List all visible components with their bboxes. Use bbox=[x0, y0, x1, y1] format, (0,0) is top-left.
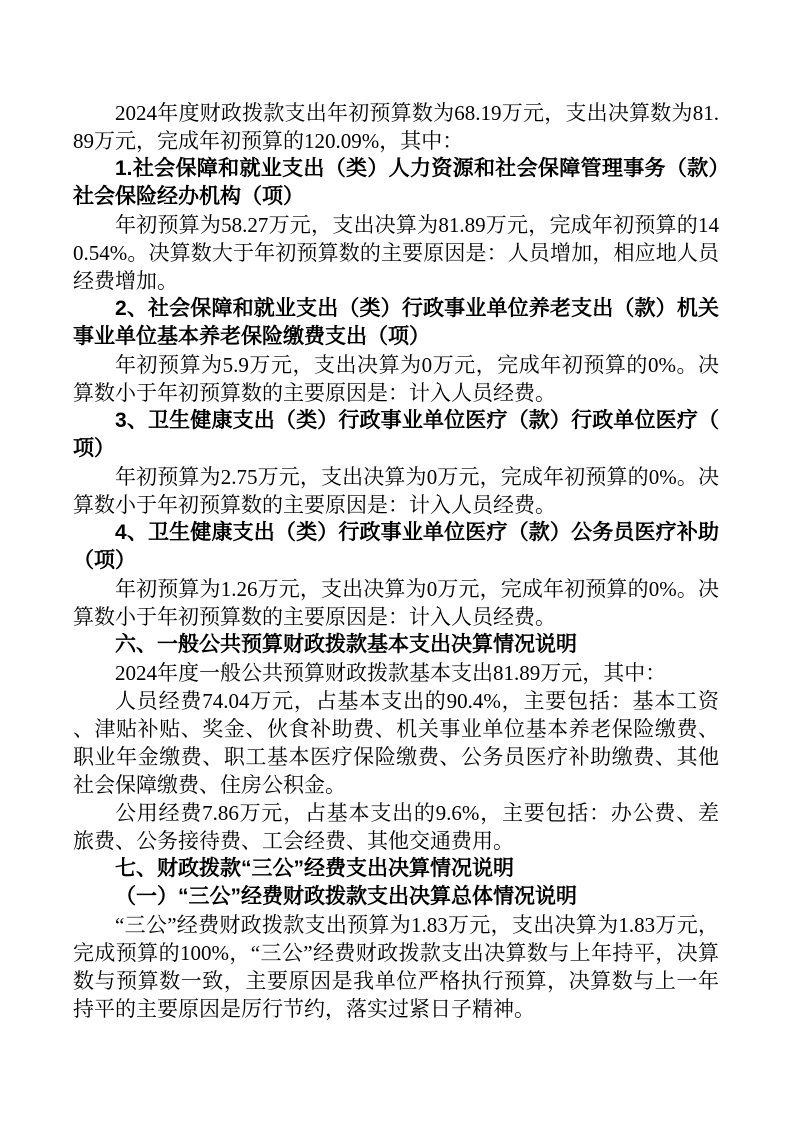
body-paragraph: 年初预算为1.26万元，支出决算为0万元，完成年初预算的0%。决算数小于年初预算数的主要原因是：计入人员经费。 bbox=[73, 577, 719, 629]
heading-paragraph: 六、一般公共预算财政拨款基本支出决算情况说明 bbox=[115, 633, 577, 656]
heading-paragraph: 七、财政拨款“三公”经费支出决算情况说明 bbox=[115, 857, 514, 880]
heading-paragraph: 2、社会保障和就业支出（类）行政事业单位养老支出（款）机关事业单位基本养老保险缴费支出（项） bbox=[73, 297, 719, 348]
heading-paragraph: 1.社会保障和就业支出（类）人力资源和社会保障管理事务（款）社会保险经办机构（项） bbox=[73, 157, 719, 208]
heading-paragraph: （一）“三公”经费财政拨款支出决算总体情况说明 bbox=[115, 885, 577, 908]
body-paragraph: “三公”经费财政拨款支出预算为1.83万元，支出决算为1.83万元，完成预算的100%，“三公”经费财政拨款支出决算数与上年持平，决算数与预算数一致，主要原因是我单位严格执行预算，决算数与上一年持平的主要原因是厉行节约，落实过紧日子精神。 bbox=[73, 913, 719, 1021]
heading-paragraph: 4、卫生健康支出（类）行政事业单位医疗（款）公务员医疗补助（项） bbox=[73, 521, 719, 572]
body-paragraph: 年初预算为5.9万元，支出决算为0万元，完成年初预算的0%。决算数小于年初预算数的主要原因是：计入人员经费。 bbox=[73, 353, 719, 405]
body-paragraph: 2024年度一般公共预算财政拨款基本支出81.89万元，其中： bbox=[115, 661, 667, 685]
body-paragraph: 公用经费7.86万元，占基本支出的9.6%，主要包括：办公费、差旅费、公务接待费、工会经费、其他交通费用。 bbox=[73, 801, 719, 853]
heading-paragraph: 3、卫生健康支出（类）行政事业单位医疗（款）行政单位医疗（项） bbox=[73, 409, 719, 460]
body-paragraph: 人员经费74.04万元，占基本支出的90.4%，主要包括：基本工资、津贴补贴、奖金、伙食补助费、机关事业单位基本养老保险缴费、职业年金缴费、职工基本医疗保险缴费、公务员医疗补助缴费、其他社会保障缴费、住房公积金。 bbox=[73, 689, 719, 797]
body-paragraph: 年初预算为2.75万元，支出决算为0万元，完成年初预算的0%。决算数小于年初预算数的主要原因是：计入人员经费。 bbox=[73, 465, 719, 517]
document-body bbox=[73, 99, 719, 1023]
body-paragraph: 年初预算为58.27万元，支出决算为81.89万元，完成年初预算的140.54%。决算数大于年初预算数的主要原因是：人员增加，相应地人员经费增加。 bbox=[73, 213, 719, 293]
body-paragraph: 2024年度财政拨款支出年初预算数为68.19万元，支出决算数为81.89万元，完成年初预算的120.09%，其中： bbox=[73, 101, 719, 153]
